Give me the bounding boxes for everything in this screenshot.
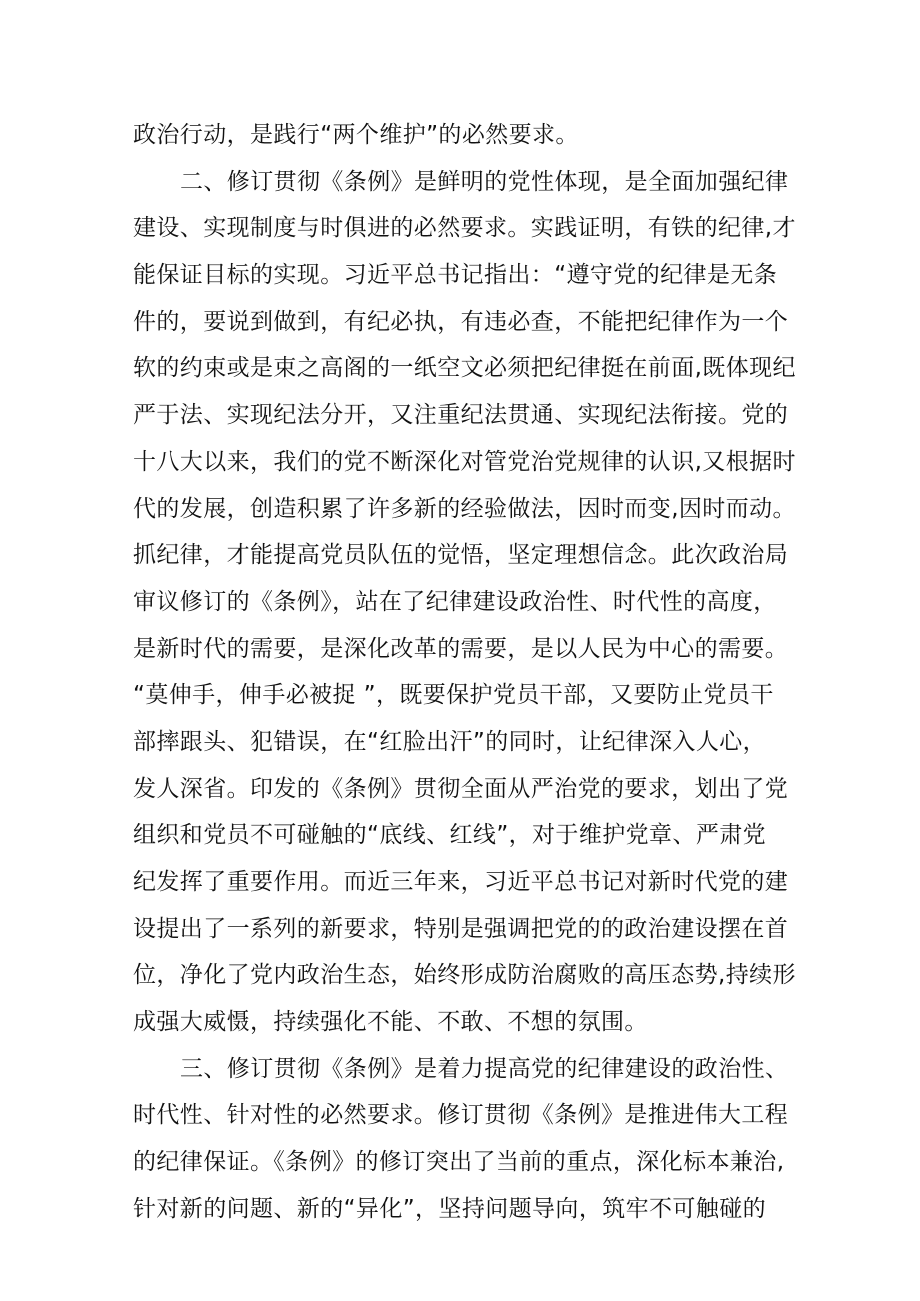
text-line: “莫伸手，伸手必被捉 ”，既要保护党员干部，又要防止党员干 (133, 682, 774, 709)
text-line: 是新时代的需要，是深化改革的需要，是以人民为中心的需要。 (133, 635, 789, 662)
text-line: 发人深省。印发的《条例》贯彻全面从严治党的要求，划出了党 (133, 775, 789, 802)
text-line: 时代性、针对性的必然要求。修订贯彻《条例》是推进伟大工程 (133, 1102, 789, 1129)
text-line: 政治行动，是践行“两个维护”的必然要求。 (133, 122, 579, 148)
text-line: 的纪律保证。《条例》的修订突出了当前的重点，深化标本兼治, (133, 1149, 785, 1176)
text-line: 软的约束或是束之高阁的一纸空文必须把纪律挺在前面,既体现纪 (133, 355, 796, 382)
paragraph-heading-three: 三、修订贯彻《条例》是着力提高党的纪律建设的政治性、 (180, 1055, 789, 1082)
document-body (133, 112, 796, 1233)
text-line: 能保证目标的实现。习近平总书记指出：“遵守党的纪律是无条 (133, 262, 778, 289)
text-line: 针对新的问题、新的“异化”，坚持问题导向，筑牢不可触碰的 (133, 1195, 767, 1222)
text-line: 设提出了一系列的新要求，特别是强调把党的的政治建设摆在首 (133, 915, 789, 942)
text-line: 件的，要说到做到，有纪必执，有违必查，不能把纪律作为一个 (133, 308, 789, 335)
text-line: 组织和党员不可碰触的“底线、红线”，对于维护党章、严肃党 (133, 822, 767, 849)
text-line: 建设、实现制度与时俱进的必然要求。实践证明，有铁的纪律,才 (133, 215, 796, 242)
text-line: 十八大以来，我们的党不断深化对管党治党规律的认识,又根据时 (133, 448, 796, 475)
text-line: 部摔跟头、犯错误，在“红脸出汗”的同时，让纪律深入人心， (133, 728, 767, 755)
text-line: 严于法、实现纪法分开，又注重纪法贯通、实现纪法衔接。党的 (133, 402, 789, 429)
text-line: 代的发展，创造积累了许多新的经验做法，因时而变,因时而动。 (133, 495, 796, 522)
text-line: 审议修订的《条例》，站在了纪律建设政治性、时代性的高度， (133, 588, 777, 615)
text-line: 成强大威慑，持续强化不能、不敢、不想的氛围。 (133, 1009, 648, 1036)
text-line: 纪发挥了重要作用。而近三年来，习近平总书记对新时代党的建 (133, 869, 789, 895)
paragraph-heading-two: 二、修订贯彻《条例》是鲜明的党性体现，是全面加强纪律 (180, 168, 789, 195)
text-line: 位，净化了党内政治生态，始终形成防治腐败的高压态势,持续形 (133, 962, 796, 989)
text-line: 抓纪律，才能提高党员队伍的觉悟，坚定理想信念。此次政治局 (133, 542, 789, 569)
